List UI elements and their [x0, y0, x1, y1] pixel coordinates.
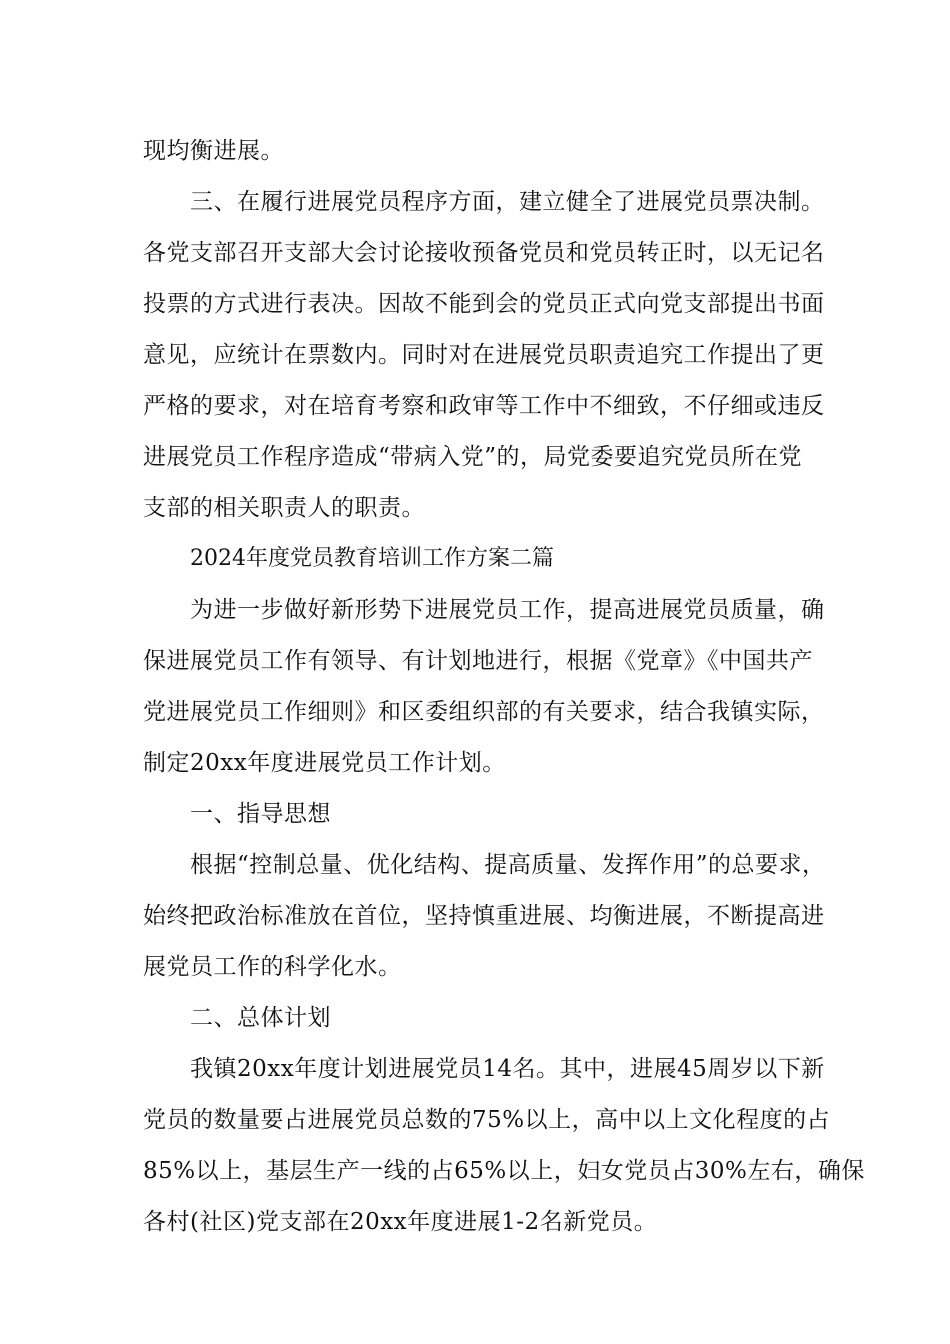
text-line: 我镇20xx年度计划进展党员14名。其中，进展45周岁以下新	[190, 1056, 825, 1082]
text-line: 始终把政治标准放在首位，坚持慎重进展、均衡进展，不断提高进	[143, 903, 825, 929]
text-line: 投票的方式进行表决。因故不能到会的党员正式向党支部提出书面	[143, 291, 825, 317]
text-line: 支部的相关职责人的职责。	[143, 495, 425, 521]
text-line: 各村(社区)党支部在20xx年度进展1-2名新党员。	[143, 1209, 658, 1235]
text-line: 保进展党员工作有领导、有计划地进行，根据《党章》《中国共产	[143, 648, 813, 674]
text-line: 三、在履行进展党员程序方面，建立健全了进展党员票决制。	[190, 189, 825, 215]
text-line: 现均衡进展。	[143, 138, 284, 164]
text-line: 严格的要求，对在培育考察和政审等工作中不细致，不仔细或违反	[143, 393, 825, 419]
text-line: 制定20xx年度进展党员工作计划。	[143, 750, 506, 776]
subheading: 一、指导思想	[190, 801, 331, 827]
text-line: 意见，应统计在票数内。同时对在进展党员职责追究工作提出了更	[143, 342, 825, 368]
text-line: 进展党员工作程序造成“带病入党”的，局党委要追究党员所在党	[143, 444, 803, 470]
text-line: 为进一步做好新形势下进展党员工作，提高进展党员质量，确	[190, 597, 825, 623]
text-line: 展党员工作的科学化水。	[143, 954, 402, 980]
section-heading: 2024年度党员教育培训工作方案二篇	[190, 546, 554, 571]
text-line: 85%以上，基层生产一线的占65%以上，妇女党员占30%左右，确保	[143, 1158, 865, 1184]
text-line: 根据“控制总量、优化结构、提高质量、发挥作用”的总要求，	[190, 852, 826, 878]
text-line: 党员的数量要占进展党员总数的75%以上，高中以上文化程度的占	[143, 1107, 831, 1133]
text-line: 各党支部召开支部大会讨论接收预备党员和党员转正时，以无记名	[143, 240, 825, 266]
subheading: 二、总体计划	[190, 1005, 331, 1031]
text-line: 党进展党员工作细则》和区委组织部的有关要求，结合我镇实际，	[143, 699, 825, 725]
